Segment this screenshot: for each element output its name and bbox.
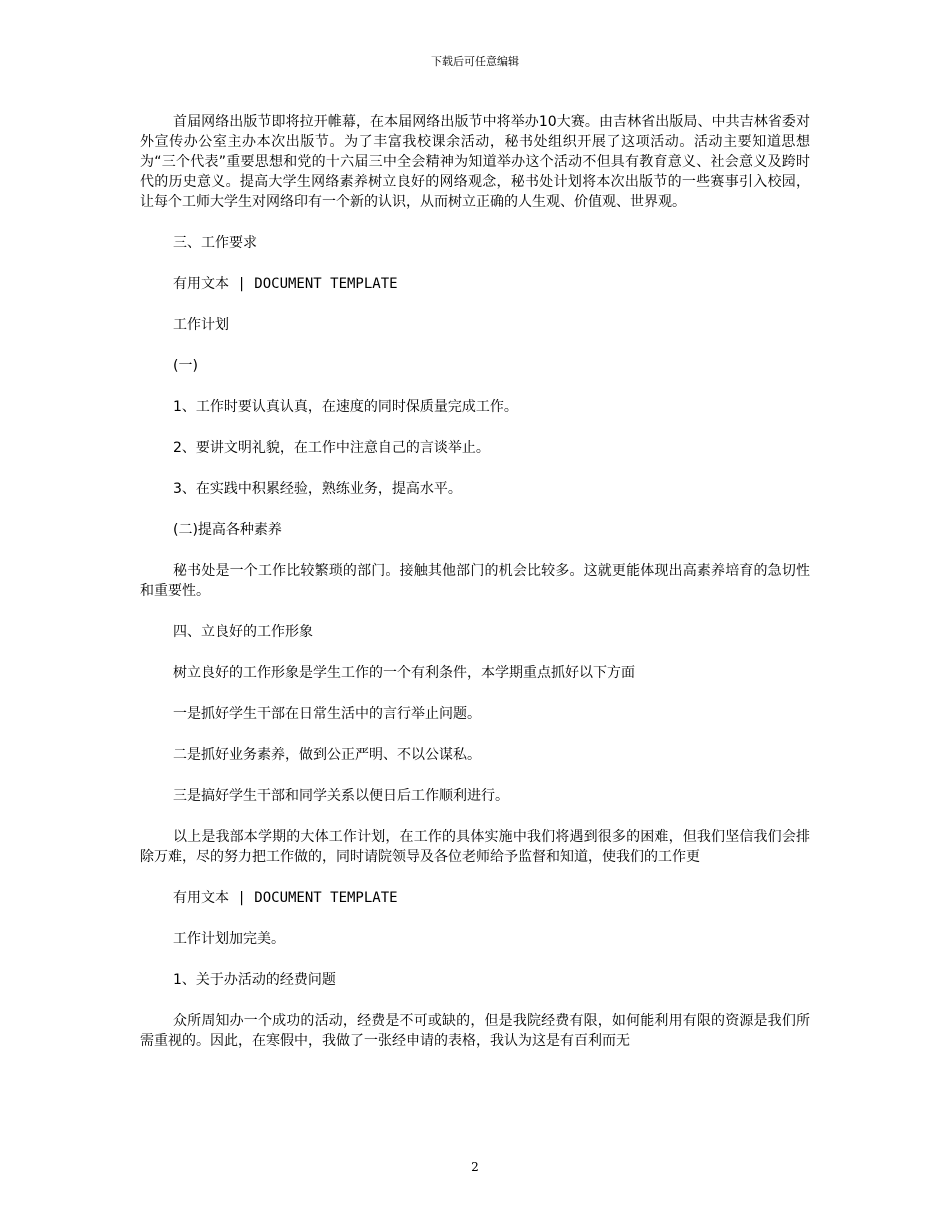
list-item: 2、要讲文明礼貌，在工作中注意自己的言谈举止。 — [173, 440, 490, 456]
page-number: 2 — [471, 1160, 479, 1174]
template-label: 有用文本 | DOCUMENT TEMPLATE — [173, 890, 398, 906]
intro-paragraph: 首届网络出版节即将拉开帷幕，在本届网络出版节中将举办10大赛。由吉林省出版局、中共吉林省委对外宣传办公室主办本次出版节。为了丰富我校课余活动，秘书处组织开展了这项活动。活动主要知道思想为“三个代表”重要思想和党的十六届三中全会精神为知道举办这个活动不但具有教育意义、社会意义及跨时代的历史意义。提高大学生网络素养树立良好的网络观念，秘书处计划将本次出版节的一些赛事引入校园，让每个工师大学生对网络印有一个新的认识，从而树立正确的人生观、价值观、世界观。 — [140, 114, 810, 210]
page-header-note: 下载后可任意编辑 — [431, 55, 519, 68]
funding-paragraph: 众所周知办一个成功的活动，经费是不可或缺的，但是我院经费有限，如何能利用有限的资源是我们所需重视的。因此，在寒假中，我做了一张经申请的表格，我认为这是有百利而无 — [140, 1013, 810, 1049]
subsection-one: (一) — [173, 358, 198, 374]
list-item: 1、工作时要认真认真，在速度的同时保质量完成工作。 — [173, 399, 518, 415]
funding-heading: 1、关于办活动的经费问题 — [173, 972, 336, 988]
template-label: 有用文本 | DOCUMENT TEMPLATE — [173, 276, 398, 292]
subsection-two: (二)提高各种素养 — [173, 522, 282, 538]
summary-paragraph: 以上是我部本学期的大体工作计划，在工作的具体实施中我们将遇到很多的困难，但我们坚信我们会排除万难，尽的努力把工作做的，同时请院领导及各位老师给予监督和知道，使我们的工作更 — [140, 829, 810, 865]
list-item: 一是抓好学生干部在日常生活中的言行举止问题。 — [173, 706, 481, 722]
list-item: 二是抓好业务素养，做到公正严明、不以公谋私。 — [173, 747, 481, 763]
secretariat-paragraph: 秘书处是一个工作比较繁琐的部门。接触其他部门的机会比较多。这就更能体现出高素养培育的急切性和重要性。 — [140, 563, 810, 599]
section-heading-image: 四、立良好的工作形象 — [173, 624, 313, 640]
section-heading-requirements: 三、工作要求 — [173, 235, 257, 251]
work-plan-heading: 工作计划 — [173, 317, 229, 333]
list-item: 三是搞好学生干部和同学关系以便日后工作顺利进行。 — [173, 788, 509, 804]
document-body — [140, 112, 810, 1051]
list-item: 3、在实践中积累经验，熟练业务，提高水平。 — [173, 481, 462, 497]
image-intro-line: 树立良好的工作形象是学生工作的一个有利条件，本学期重点抓好以下方面 — [173, 665, 635, 681]
work-plan-continuation: 工作计划加完美。 — [173, 931, 285, 947]
